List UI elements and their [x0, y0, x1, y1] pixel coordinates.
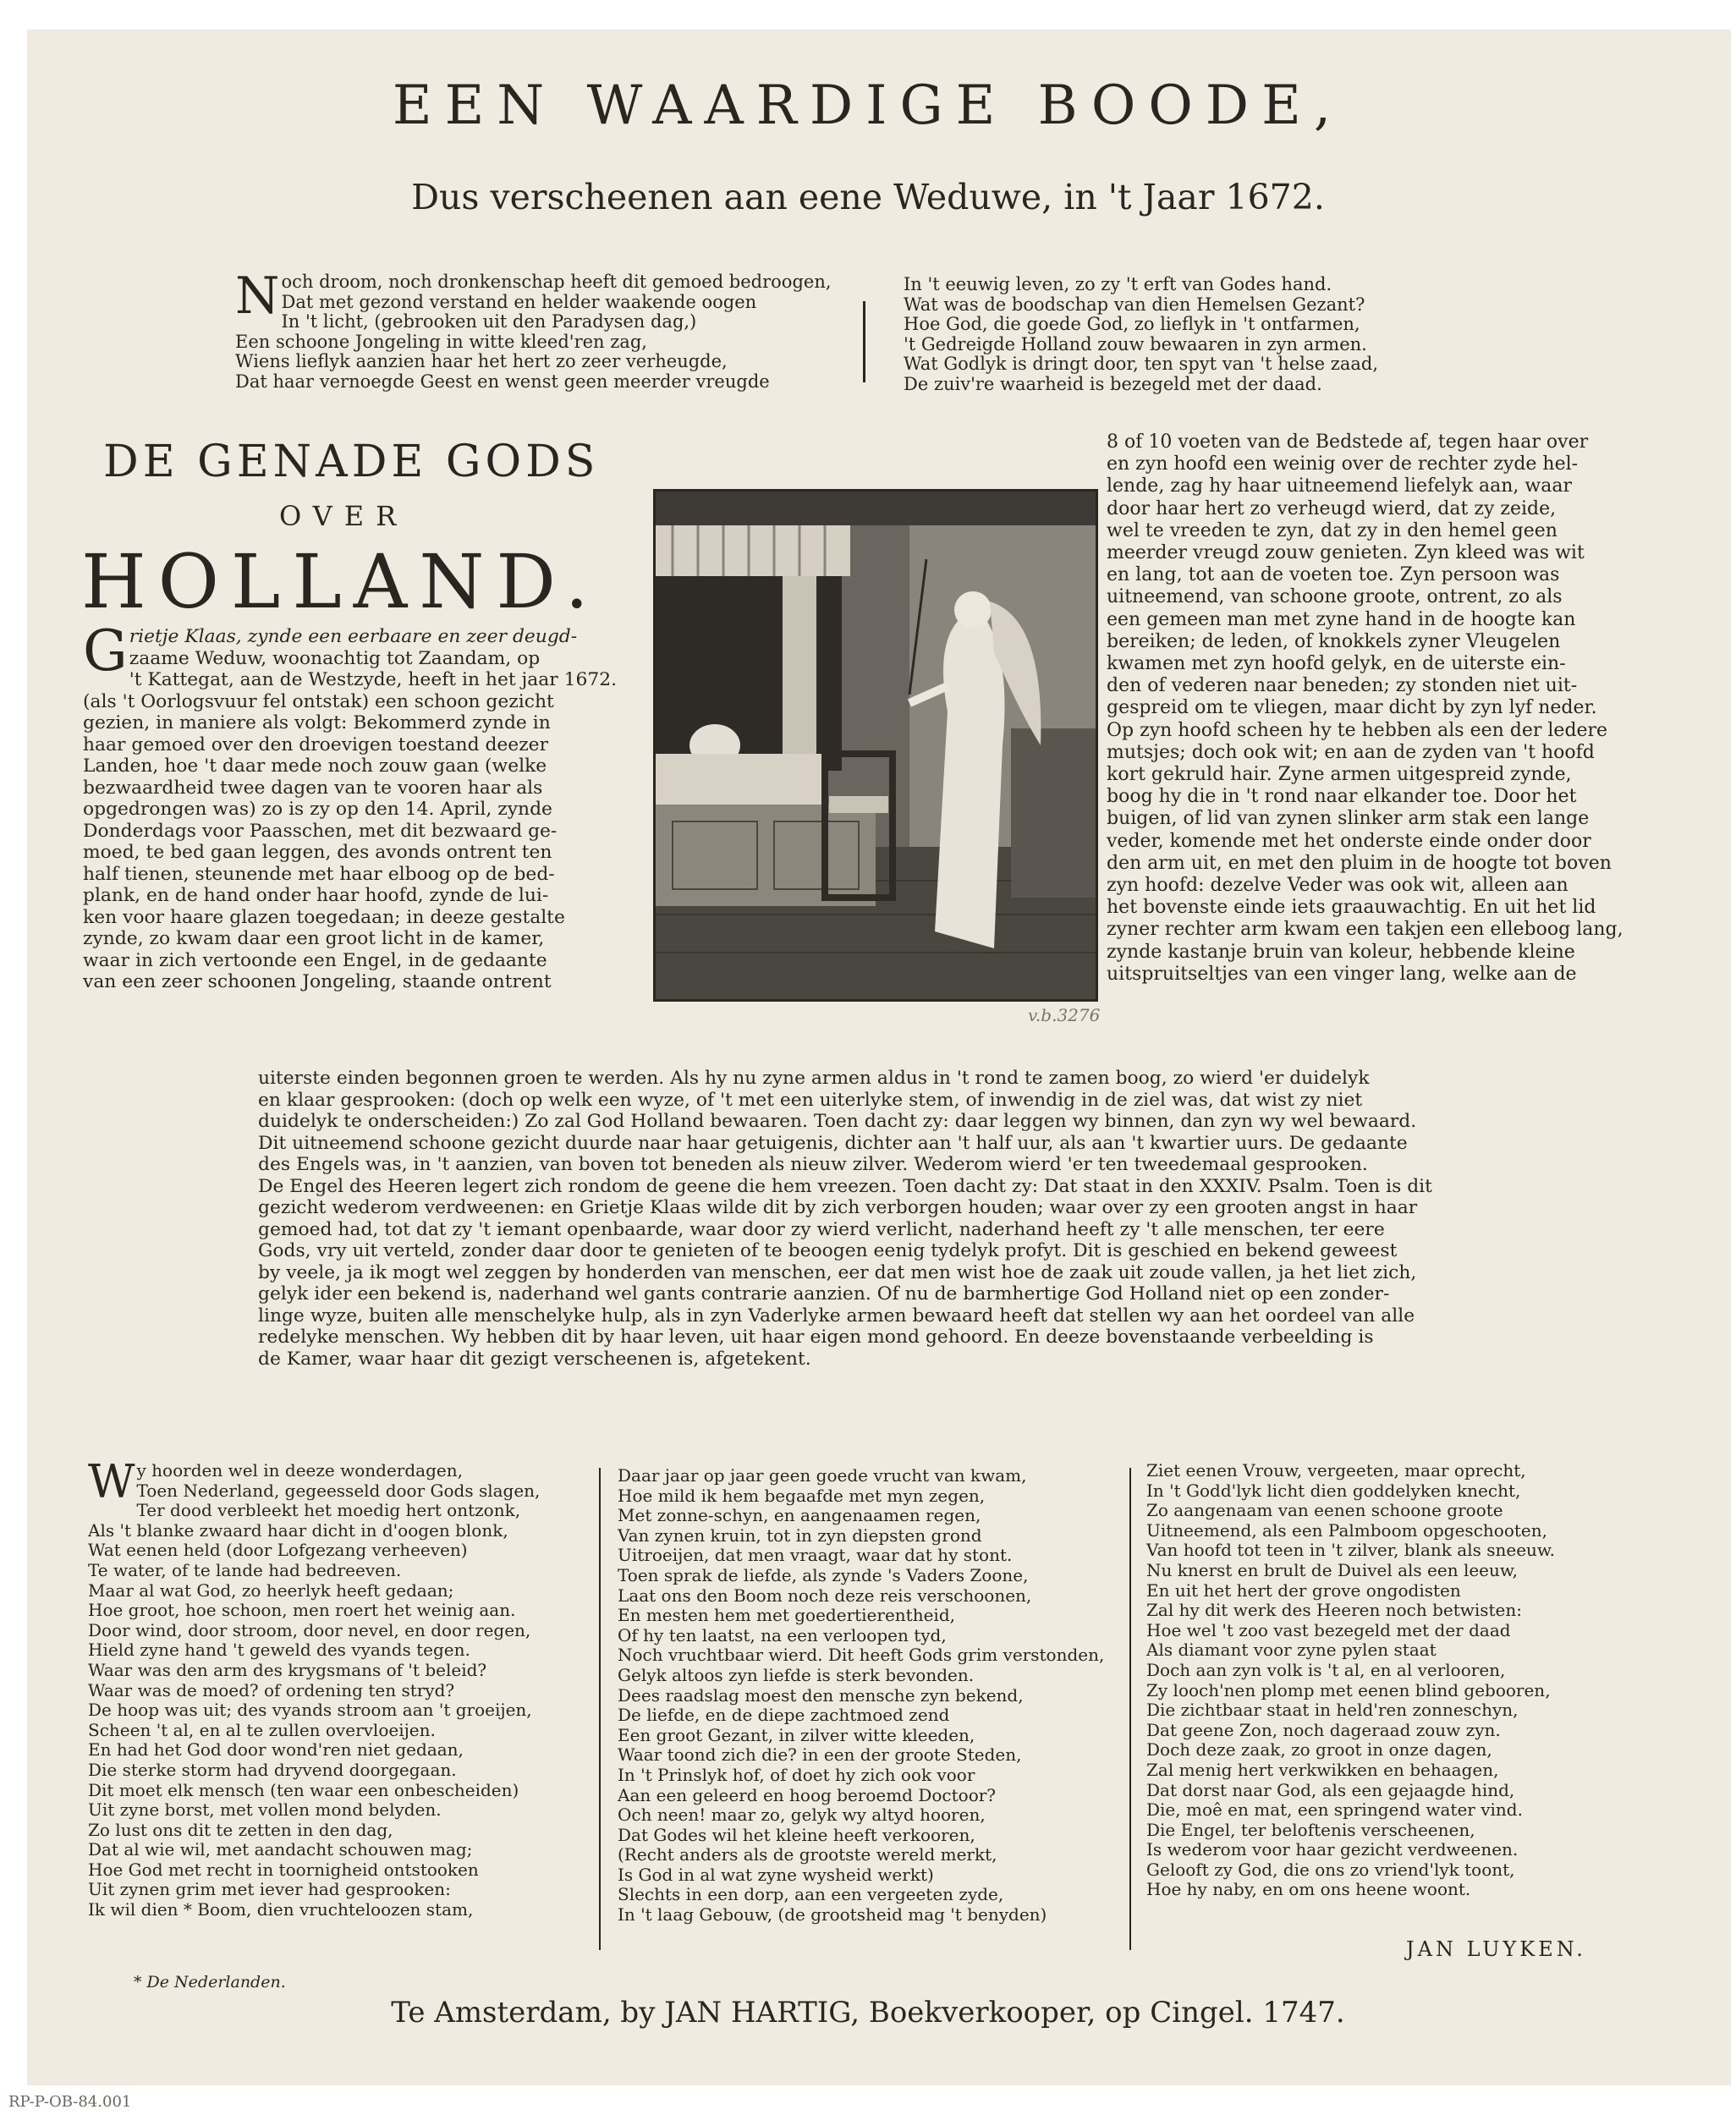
- prose-line: en lang, tot aan de voeten toe. Zyn persoon was: [1107, 564, 1560, 586]
- poem-line: Die Engel, ter beloftenis verscheenen,: [1146, 1819, 1475, 1840]
- author-signature: JAN LUYKEN.: [1406, 1937, 1586, 1961]
- poem-line: (Recht anders als de grootste wereld merkt,: [618, 1844, 997, 1865]
- prose-line: lende, zag hy haar uitneemend liefelyk aan, waar: [1107, 475, 1572, 497]
- poem-line: Van hoofd tot teen in 't zilver, blank als sneeuw.: [1146, 1540, 1556, 1561]
- poem-line: Hoe wel 't zoo vast bezegeld met der daad: [1146, 1619, 1511, 1640]
- poem-line: Hoe mild ik hem begaafde met myn zegen,: [618, 1485, 986, 1506]
- poem-line: y hoorden wel in deeze wonderdagen,: [136, 1460, 463, 1480]
- prose-line: gelyk ider een bekend is, naderhand wel gants contrarie aanzien. Of nu de barmhertige God Holland niet op een zonder-: [258, 1283, 1390, 1305]
- prose-line: moed, te bed gaan leggen, des avonds ontrent ten: [83, 842, 552, 863]
- poem-line: Dat Godes wil het kleine heeft verkooren,: [618, 1824, 975, 1845]
- poem-line: Hield zyne hand 't geweld des vyands tegen.: [88, 1640, 470, 1661]
- page-subtitle: Dus verscheenen aan eene Weduwe, in 't Jaar 1672.: [411, 177, 1325, 217]
- prose-line: 8 of 10 voeten van de Bedstede af, tegen haar over: [1107, 431, 1589, 453]
- poem-line: Slechts in een dorp, aan een vergeeten zyde,: [618, 1884, 1004, 1905]
- poem-line: De liefde, en de diepe zachtmoed zend: [618, 1705, 950, 1726]
- prose-line: zaame Weduw, woonachtig tot Zaandam, op: [129, 647, 541, 669]
- collection-stamp: v.b.3276: [1028, 1005, 1101, 1025]
- prose-line: haar gemoed over den droevigen toestand deezer: [83, 733, 548, 755]
- section-heading-line2: OVER: [279, 500, 409, 532]
- poem-line: Zal menig hert verkwikken en behaagen,: [1146, 1759, 1499, 1780]
- poem-line: Laat ons den Boom noch deze reis verschoonen,: [618, 1585, 1032, 1606]
- prose-line: en klaar gesprooken: (doch op welk een wyze, of 't met een uiterlyke stem, of inwendig in de ziel was, dat wist zy niet: [258, 1089, 1363, 1111]
- prose-line: rietje Klaas, zynde een eerbaare en zeer deugd-: [129, 626, 578, 647]
- prose-line: den of vederen naar beneden; zy stonden niet uit-: [1107, 675, 1578, 697]
- prose-line: het bovenste einde iets graauwachtig. En uit het lid: [1107, 897, 1596, 919]
- imprint-footer: Te Amsterdam, by JAN HARTIG, Boekverkooper, op Cingel. 1747.: [391, 1996, 1345, 2030]
- prose-line: kwamen met zyn hoofd gelyk, en de uiterste ein-: [1107, 653, 1566, 675]
- poem-line: En mesten hem met goedertierentheid,: [618, 1605, 955, 1626]
- poem-line: Zal hy dit werk des Heeren noch betwisten:: [1146, 1600, 1523, 1621]
- poem-line: De zuiv're waarheid is bezegeld met der daad.: [904, 373, 1322, 394]
- poem-line: Waar was den arm des krygsmans of 't beleid?: [88, 1659, 487, 1680]
- poem-line: Uit zynen grim met iever had gesprooken:: [88, 1879, 451, 1900]
- prose-line: van een zeer schoonen Jongeling, staande ontrent: [83, 971, 552, 992]
- poem-line: och droom, noch dronkenschap heeft dit gemoed bedroogen,: [281, 272, 832, 292]
- poem-line: Ik wil dien * Boom, dien vruchteloozen stam,: [88, 1899, 474, 1920]
- poem-line: In 't licht, (gebrooken uit den Paradysen dag,): [281, 311, 697, 332]
- angel-engraving: [653, 489, 1098, 1002]
- prose-line: zyner rechter arm kwam een takjen een elleboog lang,: [1107, 919, 1623, 941]
- prose-line: ken voor haare glazen toegedaan; in deeze gestalte: [83, 906, 565, 928]
- poem-line: En uit het hert der grove ongodisten: [1146, 1579, 1461, 1601]
- poem-line: Dat haar vernoegde Geest en wenst geen meerder vreugde: [235, 371, 770, 392]
- poem-line: Te water, of te lande had bedreeven.: [88, 1559, 402, 1580]
- full-width-prose: [258, 1068, 1527, 1370]
- poem-column-1: [88, 1455, 596, 1920]
- right-prose: [1107, 431, 1699, 986]
- poem-line: Toen Nederland, gegeesseld door Gods slagen,: [136, 1480, 541, 1501]
- intro-poem-right: [904, 275, 1496, 394]
- poem-dropcap: W: [88, 1455, 135, 1508]
- prose-line: de Kamer, waar haar dit gezigt verscheenen is, afgetekent.: [258, 1348, 811, 1370]
- poem-line: Is God in al wat zyne wysheid werkt): [618, 1864, 934, 1885]
- poem-line: Zo lust ons dit te zetten in den dag,: [88, 1819, 393, 1840]
- prose-line: uiterste einden begonnen groen te werden. Als hy nu zyne armen aldus in 't rond te zamen boog, zo wierd 'er duidelyk: [258, 1068, 1370, 1089]
- poem-line: Dat met gezond verstand en helder waakende oogen: [281, 291, 757, 312]
- poem-line: In 't laag Gebouw, (de grootsheid mag 't benyden): [618, 1904, 1047, 1925]
- prose-line: Op zyn hoofd scheen hy te hebben als een der ledere: [1107, 719, 1608, 741]
- prose-line: en zyn hoofd een weinig over de rechter zyde hel-: [1107, 453, 1579, 475]
- prose-line: Gods, vry uit verteld, zonder daar door te genieten of te beoogen eenig tydelyk profyt. Dit is geschied en bekend geweest: [258, 1240, 1398, 1261]
- poem-line: Die, moê en mat, een springend water vind.: [1146, 1799, 1523, 1821]
- prose-line: door haar hert zo verheugd wierd, dat zy zeide,: [1107, 497, 1557, 519]
- poem-line: Gelyk altoos zyn liefde is sterk bevonden.: [618, 1664, 975, 1685]
- prose-line: 't Kattegat, aan de Westzyde, heeft in het jaar 1672.: [129, 669, 618, 690]
- poem-line: Uit zyne borst, met vollen mond belyden.: [88, 1799, 442, 1821]
- prose-line: uitspruitseltjes van een vinger lang, welke aan de: [1107, 963, 1577, 985]
- column-divider-2: [1129, 1468, 1131, 1950]
- prose-line: Donderdags voor Paasschen, met dit bezwaard ge-: [83, 820, 558, 842]
- poem-line: Die zichtbaar staat in held'ren zonneschyn,: [1146, 1700, 1519, 1721]
- poem-line: In 't Godd'lyk licht dien goddelyken knecht,: [1146, 1480, 1521, 1501]
- poem-line: Och neen! maar zo, gelyk wy altyd hooren,: [618, 1805, 986, 1826]
- poem-line: Als diamant voor zyne pylen staat: [1146, 1640, 1437, 1661]
- prose-line: kort gekruld hair. Zyne armen uitgespreid zynde,: [1107, 764, 1572, 786]
- poem-column-2: [618, 1466, 1134, 1925]
- prose-line: gemoed had, tot dat zy 't iemant openbaarde, waar door zy wierd verlicht, naderhand heeft zy 't alle menschen, ter eere: [258, 1218, 1385, 1240]
- prose-line: uitneemend, van schoone groote, ontrent, zo als: [1107, 586, 1563, 608]
- poem-line: Doch aan zyn volk is 't al, en al verlooren,: [1146, 1659, 1506, 1680]
- poem-line: Gelooft zy God, die ons zo vriend'lyk toont,: [1146, 1859, 1515, 1880]
- prose-line: Landen, hoe 't daar mede noch zouw gaan (welke: [83, 755, 547, 777]
- prose-line: mutsjes; doch ook wit; en aan de zyden van 't hoofd: [1107, 741, 1595, 763]
- poem-line: Uitneemend, als een Palmboom opgeschooten,: [1146, 1519, 1547, 1541]
- poem-line: Noch vruchtbaar wierd. Dit heeft Gods grim verstonden,: [618, 1645, 1105, 1666]
- footnote: * De Nederlanden.: [134, 1973, 286, 1991]
- prose-line: boog hy die in 't rond naar elkander toe. Door het: [1107, 786, 1577, 808]
- prose-dropcap: G: [83, 618, 128, 684]
- poem-line: Scheen 't al, en al te zullen overvloeijen.: [88, 1719, 436, 1740]
- prose-line: waar in zich vertoonde een Engel, in de gedaante: [83, 949, 547, 971]
- poem-line: In 't Prinslyk hof, of doet hy zich ook voor: [618, 1764, 975, 1785]
- poem-line: Hoe hy naby, en om ons heene woont.: [1146, 1879, 1471, 1900]
- poem-line: Dees raadslag moest den mensche zyn bekend,: [618, 1684, 1024, 1706]
- prose-line: plank, en de hand onder haar hoofd, zynde de lui-: [83, 885, 549, 906]
- prose-line: gezicht wederom verdweenen: en Grietje Klaas wilde dit by zich verborgen houden; waar over zy een grooten angst in haar: [258, 1197, 1418, 1218]
- page-title: EEN WAARDIGE BOODE,: [392, 74, 1344, 137]
- prose-line: veder, komende met het onderste einde onder door: [1107, 830, 1591, 852]
- prose-line: een gemeen man met zyne hand in de hoogte kan: [1107, 608, 1576, 630]
- poem-line: Die sterke storm had dryvend doorgegaan.: [88, 1759, 457, 1780]
- poem-line: In 't eeuwig leven, zo zy 't erft van Godes hand.: [904, 274, 1332, 294]
- poem-line: Als 't blanke zwaard haar dicht in d'oogen blonk,: [88, 1519, 508, 1541]
- prose-line: wel te vreeden te zyn, dat zy in den hemel geen: [1107, 519, 1557, 541]
- prose-line: (als 't Oorlogsvuur fel ontstak) een schoon gezicht: [83, 690, 554, 712]
- prose-line: meerder vreugd zouw genieten. Zyn kleed was wit: [1107, 542, 1585, 564]
- column-divider-1: [599, 1468, 601, 1950]
- intro-divider: [863, 301, 865, 382]
- poem-line: Waar was de moed? of ordening ten stryd?: [88, 1679, 455, 1700]
- poem-line: Daar jaar op jaar geen goede vrucht van kwam,: [618, 1465, 1027, 1486]
- inventory-number: RP-P-OB-84.001: [8, 2093, 132, 2111]
- section-heading-line1: DE GENADE GODS: [103, 437, 600, 487]
- poem-line: Dat al wie wil, met aandacht schouwen mag;: [88, 1839, 473, 1860]
- poem-line: Maar al wat God, zo heerlyk heeft gedaan;: [88, 1579, 454, 1601]
- poem-line: Wiens lieflyk aanzien haar het hert zo zeer verheugde,: [235, 351, 728, 371]
- left-prose: [83, 618, 641, 993]
- prose-line: gespreid om te vliegen, maar dicht by zyn lyf neder.: [1107, 697, 1597, 719]
- poem-line: 't Gedreigde Holland zouw bewaaren in zyn armen.: [904, 333, 1367, 354]
- poem-line: Toen sprak de liefde, als zynde 's Vaders Zoone,: [618, 1564, 1029, 1585]
- prose-line: bereiken; de leden, of knokkels zyner Vleugelen: [1107, 630, 1561, 652]
- poem-line: Hoe God, die goede God, zo lieflyk in 't ontfarmen,: [904, 314, 1360, 334]
- poem-line: Een groot Gezant, in zilver witte kleeden,: [618, 1724, 975, 1745]
- poem-line: Dit moet elk mensch (ten waar een onbescheiden): [88, 1779, 519, 1800]
- poem-line: Zo aangenaam van eenen schoone groote: [1146, 1500, 1503, 1521]
- poem-line: En had het God door wond'ren niet gedaan,: [88, 1739, 464, 1761]
- prose-line: zynde kastanje bruin van koleur, hebbende kleine: [1107, 941, 1575, 963]
- poem-line: De hoop was uit; des vyands stroom aan 't groeijen,: [88, 1700, 532, 1721]
- section-heading-line3: HOLLAND.: [81, 538, 601, 625]
- poem-line: Zy looch'nen plomp met eenen blind gebooren,: [1146, 1679, 1551, 1700]
- intro-poem-left: [235, 266, 861, 392]
- prose-line: redelyke menschen. Wy hebben dit by haar leven, uit haar eigen mond gehoord. En deeze bovenstaande verbeelding is: [258, 1327, 1374, 1348]
- prose-line: den arm uit, en met den pluim in de hoogte tot boven: [1107, 852, 1612, 874]
- poem-line: Van zynen kruin, tot in zyn diepsten grond: [618, 1524, 982, 1546]
- poem-line: Een schoone Jongeling in witte kleed'ren zag,: [235, 331, 647, 352]
- poem-line: Dat geene Zon, noch dageraad zouw zyn.: [1146, 1719, 1501, 1740]
- intro-dropcap: N: [235, 266, 280, 326]
- prose-line: by veele, ja ik mogt wel zeggen by honderden van menschen, eer dat men wist hoe de zaak uit zoude vallen, ja het liet zich,: [258, 1261, 1417, 1283]
- poem-line: Door wind, door stroom, door nevel, en door regen,: [88, 1619, 531, 1640]
- prose-line: De Engel des Heeren legert zich rondom de geene die hem vreezen. Toen dacht zy: Dat staat in den XXXIV. Psalm. Toen is dit: [258, 1175, 1432, 1197]
- prose-line: buigen, of lid van zynen slinker arm stak een lange: [1107, 808, 1590, 830]
- prose-line: linge wyze, buiten alle menschelyke hulp, als in zyn Vaderlyke armen bewaard heeft dat stellen wy aan het oordeel van alle: [258, 1305, 1415, 1327]
- poem-line: Hoe groot, hoe schoon, men roert het weinig aan.: [88, 1600, 516, 1621]
- poem-line: Of hy ten laatst, na een verloopen tyd,: [618, 1624, 947, 1645]
- poem-line: Ziet eenen Vrouw, vergeeten, maar oprecht,: [1146, 1460, 1526, 1480]
- prose-line: gezien, in maniere als volgt: Bekommerd zynde in: [83, 712, 551, 733]
- prose-line: duidelyk te onderscheiden:) Zo zal God Holland bewaaren. Toen dacht zy: daar leggen wy binnen, dan zyn wy wel bewaard.: [258, 1111, 1417, 1132]
- prose-line: opgedrongen was) zo is zy op den 14. April, zynde: [83, 799, 552, 820]
- poem-line: Wat Godlyk is dringt door, ten spyt van 't helse zaad,: [904, 354, 1379, 374]
- poem-line: Met zonne-schyn, en aangenaamen regen,: [618, 1505, 981, 1526]
- poem-line: Nu knerst en brult de Duivel als een leeuw,: [1146, 1559, 1519, 1580]
- prose-line: des Engels was, in 't aanzien, van boven tot beneden als nieuw zilver. Wederom wierd 'er ten tweedemaal gesprooken.: [258, 1154, 1368, 1175]
- poem-line: Is wederom voor haar gezicht verdweenen.: [1146, 1839, 1519, 1860]
- prose-line: bezwaardheid twee dagen van te vooren haar als: [83, 777, 543, 799]
- poem-line: Wat was de boodschap van dien Hemelsen Gezant?: [904, 294, 1365, 315]
- poem-line: Hoe God met recht in toornigheid ontstooken: [88, 1859, 479, 1880]
- poem-line: Aan een geleerd en hoog beroemd Doctoor?: [618, 1784, 997, 1805]
- engraving-drawing: [656, 492, 1096, 999]
- poem-line: Doch deze zaak, zo groot in onze dagen,: [1146, 1739, 1492, 1761]
- prose-line: zynde, zo kwam daar een groot licht in de kamer,: [83, 928, 545, 949]
- prose-line: Dit uitneemend schoone gezicht duurde naar haar getuigenis, dichter aan 't half uur, als aan 't kwartier uurs. De gedaante: [258, 1132, 1408, 1154]
- prose-line: half tienen, steunende met haar elboog op de bed-: [83, 863, 555, 885]
- poem-line: Ter dood verbleekt het moedig hert ontzonk,: [136, 1500, 521, 1521]
- poem-column-3: [1146, 1461, 1688, 1900]
- poem-line: Uitroeijen, dat men vraagt, waar dat hy stont.: [618, 1545, 1013, 1566]
- poem-line: Waar toond zich die? in een der groote Steden,: [618, 1744, 1022, 1766]
- poem-line: Dat dorst naar God, als een gejaagde hind,: [1146, 1779, 1515, 1800]
- prose-line: zyn hoofd: dezelve Veder was ook wit, alleen aan: [1107, 875, 1568, 897]
- poem-line: Wat eenen held (door Lofgezang verheeven): [88, 1540, 468, 1561]
